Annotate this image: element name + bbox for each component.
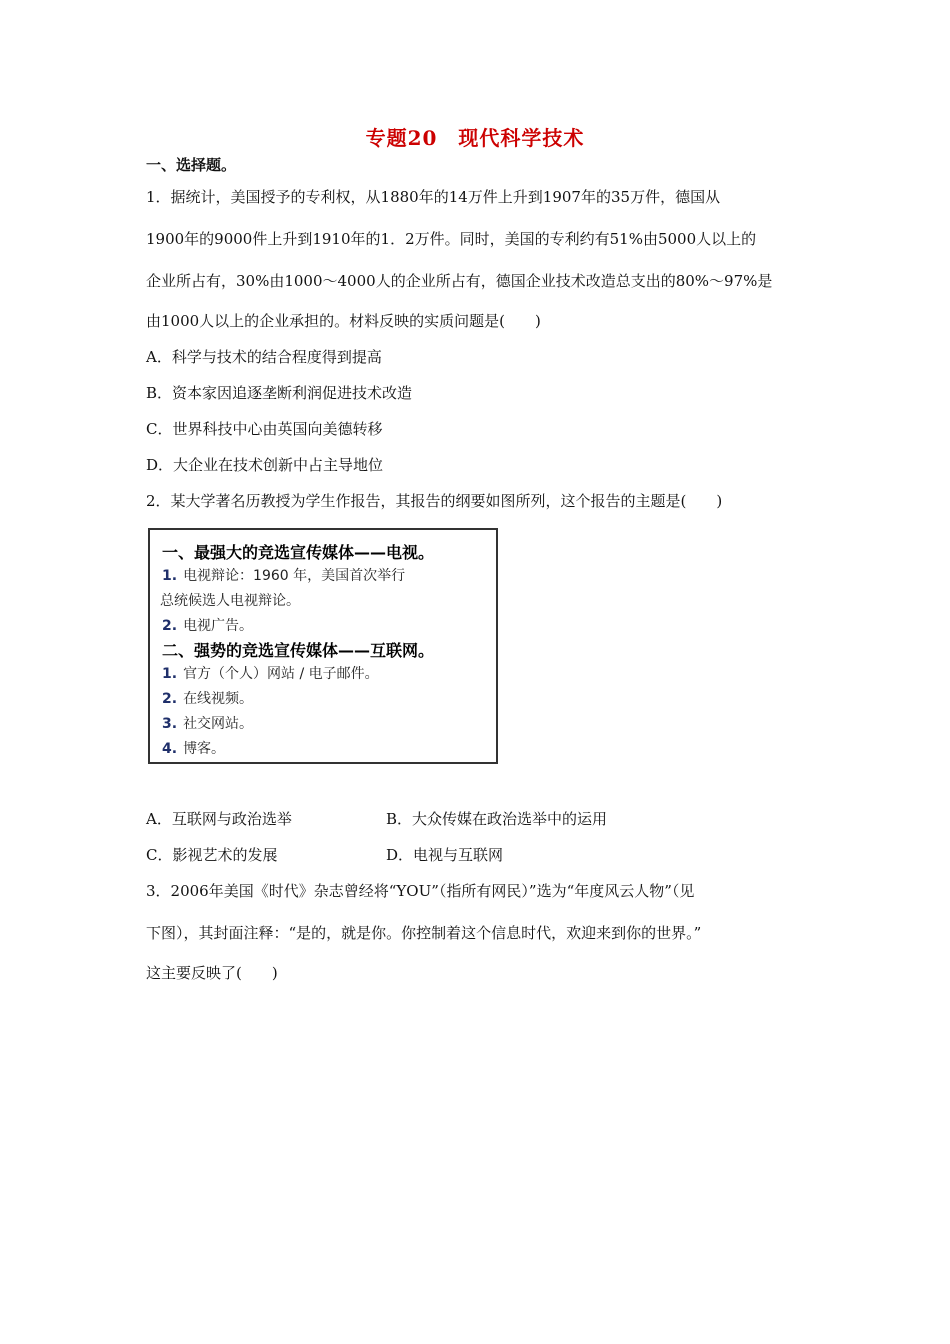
figure-item-text: 社交网站。: [183, 716, 254, 732]
q2-option-b: B．大众传媒在政治选举中的运用: [386, 810, 608, 828]
q2-option-d: D．电视与互联网: [386, 846, 504, 864]
figure-item-number: 3.: [162, 716, 178, 732]
q1-option-a: A．科学与技术的结合程度得到提高: [146, 348, 382, 366]
figure-item-text: 在线视频。: [183, 691, 254, 707]
q3-stem-line: 3．2006年美国《时代》杂志曾经将“YOU”（指所有网民）”选为“年度风云人物”（见: [146, 882, 695, 900]
figure-item-continuation: 总统候选人电视辩论。: [160, 593, 300, 609]
figure-item: [162, 688, 253, 708]
figure-item-number: 2.: [162, 618, 178, 634]
q1-stem-line: 1．据统计，美国授予的专利权，从1880年的14万件上升到1907年的35万件，德国从: [146, 188, 721, 206]
q1-option-b: B．资本家因追逐垄断利润促进技术改造: [146, 384, 413, 402]
page-title: 专题20 现代科学技术: [365, 126, 585, 150]
figure-item: [162, 565, 405, 585]
q3-stem-line: 这主要反映了( ): [146, 964, 278, 982]
figure-item-number: 4.: [162, 741, 178, 757]
q1-stem-line: 1900年的9000件上升到1910年的1．2万件。同时，美国的专利约有51%由5000人以上的: [146, 230, 757, 248]
figure-item-number: 1.: [162, 568, 178, 584]
q2-option-a: A．互联网与政治选举: [146, 810, 292, 828]
figure-heading-tv: 一、最强大的竞选宣传媒体——电视。: [162, 543, 435, 562]
q3-stem-line: 下图），其封面注释：“是的，就是你。你控制着这个信息时代，欢迎来到你的世界。”: [146, 924, 702, 942]
figure-item: [162, 663, 379, 683]
q1-stem-line: 由1000人以上的企业承担的。材料反映的实质问题是( ): [146, 312, 541, 330]
figure-item: [162, 713, 253, 733]
q2-option-c: C．影视艺术的发展: [146, 846, 278, 864]
figure-item-text: 官方（个人）网站 / 电子邮件。: [183, 666, 379, 682]
q1-option-c: C．世界科技中心由英国向美德转移: [146, 420, 383, 438]
figure-item-text: 电视广告。: [183, 618, 254, 634]
figure-item-text: 博客。: [183, 741, 226, 757]
figure-item-text: 电视辩论：1960 年，美国首次举行: [183, 568, 406, 584]
figure-item: [162, 738, 225, 758]
figure-item-number: 1.: [162, 666, 178, 682]
figure-item: [162, 615, 253, 635]
report-outline-figure: [148, 528, 498, 764]
q1-option-d: D．大企业在技术创新中占主导地位: [146, 456, 384, 474]
section-heading: 一、选择题。: [146, 156, 237, 174]
figure-item-number: 2.: [162, 691, 178, 707]
q2-stem: 2．某大学著名历教授为学生作报告，其报告的纲要如图所列，这个报告的主题是( ): [146, 492, 723, 510]
figure-heading-internet: 二、强势的竞选宣传媒体——互联网。: [162, 641, 435, 660]
q1-stem-line: 企业所占有，30%由1000～4000人的企业所占有，德国企业技术改造总支出的80%～97%是: [146, 272, 773, 290]
